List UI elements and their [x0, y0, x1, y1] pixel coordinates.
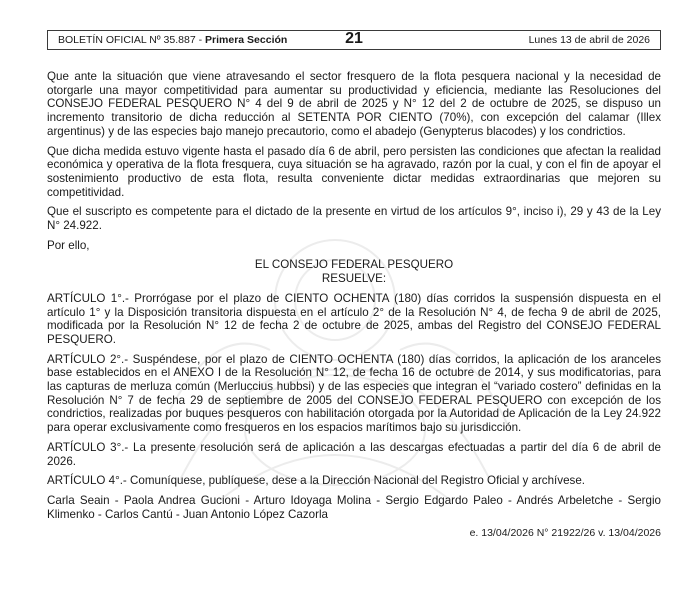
- article: ARTÍCULO 4°.- Comuníquese, publíquese, dese a la Dirección Nacional del Registro Oficial y archívese.: [47, 474, 585, 488]
- article: ARTÍCULO 3°.- La presente resolución será de aplicación a las descargas efectuadas a partir del día 6 de abril de 2026.: [47, 440, 661, 468]
- article: ARTÍCULO 1°.- Prorrógase por el plazo de CIENTO OCHENTA (180) días corridos la suspensión dispuesta en el artículo 1° y la Disposición transitoria dispuesta en el artículo 2° de la Resolución N° 4, de fecha 9 de abril de 2025, modificada por la Resolución N° 12 de fecha 2 de octubre de 2025, ambas del Registro del CONSEJO FEDERAL PESQUERO.: [47, 291, 661, 346]
- article: ARTÍCULO 2°.- Suspéndese, por el plazo de CIENTO OCHENTA (180) días corridos, la aplicación de los aranceles base establecidos en el ANEXO I de la Resolución N° 12, de fecha 16 de octubre de 2014, y sus modificatorias, para las capturas de merluza común (Merluccius hubbsi) y de las especies que integran el “variado costero” definidas en la Resolución N° 7 de fecha 29 de septiembre de 2005 del CONSEJO FEDERAL PESQUERO con excepción de los condrictios, realizadas por buques pesqueros con habilitación otorgada por la Autoridad de Aplicación de la Ley 24.922 para operar exclusivamente como fresqueros en los espacios marítimos bajo su jurisdicción.: [47, 352, 661, 435]
- page-header: [47, 30, 661, 50]
- paragraph: Que ante la situación que viene atravesando el sector fresquero de la flota pesquera nacional y la necesidad de otorgarle una mayor competitividad para aumentar su productividad y eficiencia, mediante las Resoluciones del CONSEJO FEDERAL PESQUERO N° 4 del 9 de abril de 2025 y N° 12 del 2 de octubre de 2025, se dispuso un incremento transitorio de dicha reducción al SETENTA POR CIENTO (70%), con excepción del calamar (Illex argentinus) y de las especies bajo manejo precautorio, como el abadejo (Genypterus blacodes) y los condrictios.: [47, 70, 661, 138]
- signatories: Carla Seain - Paola Andrea Gucioni - Arturo Idoyaga Molina - Sergio Edgardo Paleo - Andrés Arbeletche - Sergio Klimenko - Carlos Cantú - Juan Antonio López Cazorla: [47, 493, 661, 521]
- paragraph: Por ello,: [47, 238, 90, 252]
- council-title: EL CONSEJO FEDERAL PESQUERO: [254, 258, 454, 272]
- paragraph: Que el suscripto es competente para el dictado de la presente en virtud de los artículos 9°, inciso i), 29 y 43 de la Ley N° 24.922.: [47, 205, 661, 233]
- header-publication: BOLETÍN OFICIAL Nº 35.887 - Primera Sección: [58, 34, 288, 46]
- page-number: 21: [345, 30, 363, 47]
- resolves-heading: RESUELVE:: [321, 272, 387, 286]
- header-date: Lunes 13 de abril de 2026: [528, 34, 650, 46]
- document-body: [47, 70, 661, 547]
- paragraph: Que dicha medida estuvo vigente hasta el pasado día 6 de abril, pero persisten las condiciones que afectan la realidad económica y operativa de la flota fresquera, cuya situación se ha agravado, razón por la cual, y con el fin de apoyar el sostenimiento productivo de esta flota, resulta conveniente dictar medidas extraordinarias que mejoren su competitividad.: [47, 144, 661, 199]
- publication-reference: e. 13/04/2026 N° 21922/26 v. 13/04/2026: [469, 527, 661, 540]
